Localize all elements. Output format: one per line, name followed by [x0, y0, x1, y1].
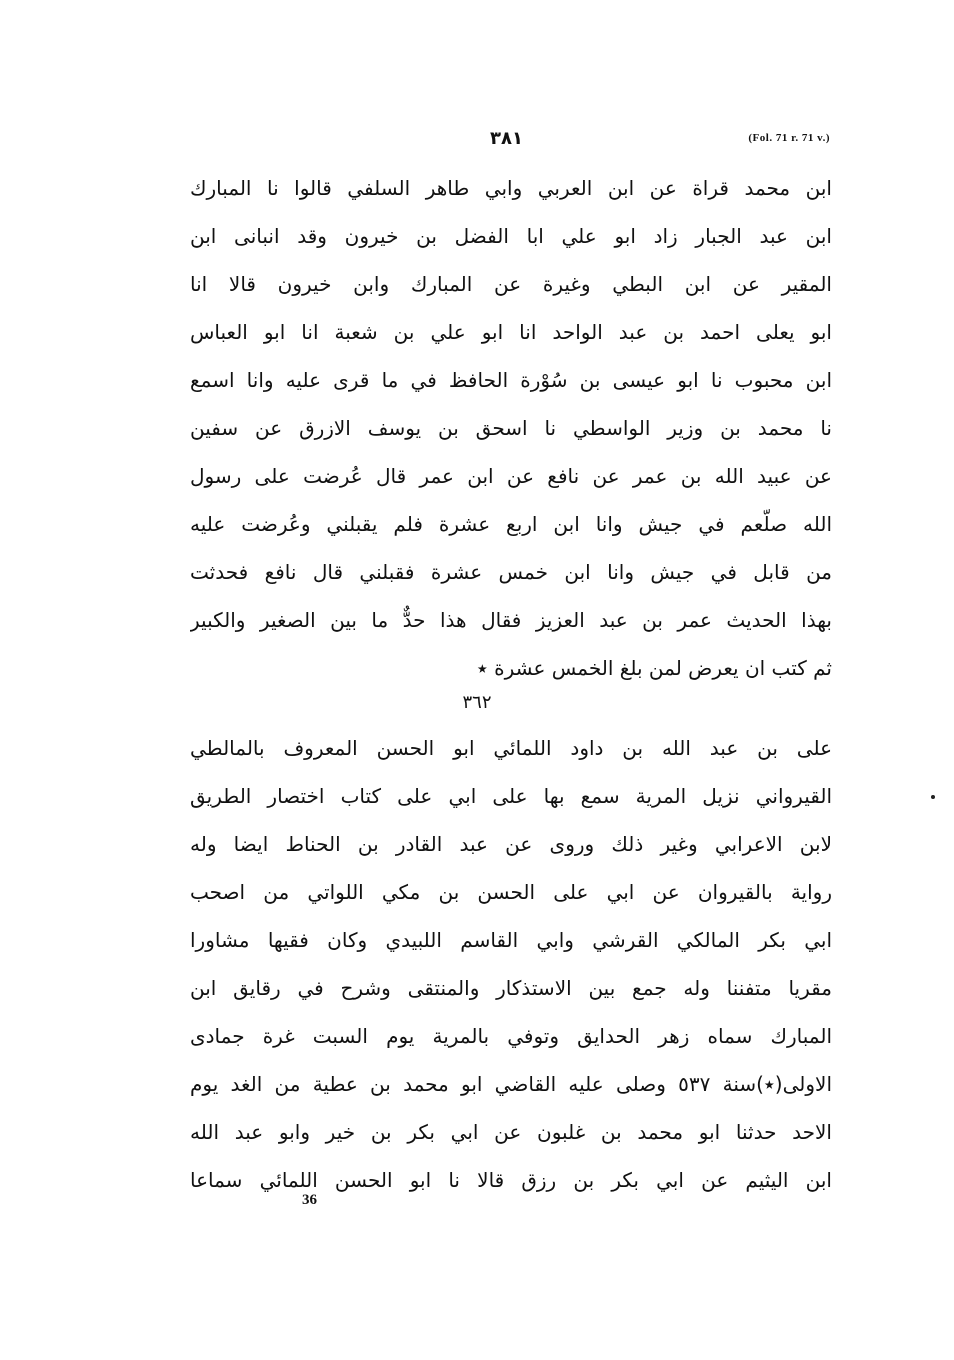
text-block-2: [190, 724, 832, 1204]
text-line: ابن محبوب نا ابو عيسى بن سُوْرة الحافظ في ما قرى عليه وانا اسمع: [190, 368, 832, 392]
text-line: الاحد حدثنا ابو محمد بن غلبون عن ابي بكر بن خير وابو عبد الله: [190, 1120, 832, 1144]
footer-page-number: 36: [302, 1192, 317, 1208]
stray-ink-dot: [931, 795, 935, 799]
text-line: الاولى(٭)سنة ٥٣٧ وصلى عليه القاضي ابو محمد بن عطية من الغد يوم: [190, 1072, 832, 1096]
text-line: المبارك سماه زهر الحدايق وتوفي بالمرية يوم السبت غرة جمادى: [190, 1024, 832, 1048]
text-line: لابن الاعرابي وغير ذلك وروى عن عبد القادر بن الحناط ايضا وله: [190, 832, 832, 856]
text-line: ابن محمد قراة عن ابن العربي وابي طاهر السلفي قالوا نا المبارك: [190, 176, 832, 200]
text-line: عن عبيد الله بن عمر عن نافع عن ابن عمر قال عُرضت على رسول: [190, 464, 832, 488]
text-line: القيرواني نزيل المرية سمع بها على ابي على كتاب اختصار الطريق: [190, 784, 832, 808]
text-line: ابن عبد الجبار زاد ابو علي ابا الفضل بن خيرون وقد انبانى ابن: [190, 224, 832, 248]
page-number-arabic: ٣٨١: [490, 128, 523, 149]
text-line: من قابل في جيش وانا ابن خمس عشرة فقبلني قال نافع فحدثت: [190, 560, 832, 584]
text-line: الله صلّعم في جيش وانا ابن اربع عشرة فلم يقبلني وعُرضت عليه: [190, 512, 832, 536]
text-line: بهذا الحديث عمر بن عبد العزيز فقال هذا حدٌّ ما بين الصغير والكبير: [190, 608, 832, 632]
text-line: ثم كتب ان يعرض لمن بلغ الخمس عشرة ٭: [476, 656, 832, 680]
entry-number: ٣٦٢: [462, 692, 492, 713]
text-line: ابن اليثيم عن ابي بكر بن رزق قالا نا ابو الحسن اللمائي سماعا: [190, 1168, 832, 1192]
text-line: ابي بكر المالكي القرشي وابي القاسم اللبيدي وكان فقيها مشاورا: [190, 928, 832, 952]
text-line: على بن عبد الله بن داود اللمائي ابو الحسن المعروف بالمالطي: [190, 736, 832, 760]
text-block-1: [190, 164, 832, 692]
folio-reference: (Fol. 71 r. 71 v.): [748, 132, 830, 144]
text-line: ابو يعلى احمد بن عبد الواحد انا ابو علي بن شعبة انا ابو العباس: [190, 320, 832, 344]
text-line: المقير عن ابن البطي وغيرة عن المبارك وابن خيرون قالا انا: [190, 272, 832, 296]
page-header: [190, 128, 830, 158]
text-line: رواية بالقيروان عن ابي على الحسن بن مكي اللواتي من اصحب: [190, 880, 832, 904]
text-line: نا محمد بن وزير الواسطي نا اسحق بن يوسف الازرق عن سفين: [190, 416, 832, 440]
text-line: مقريا متفننا وله جمع بين الاستذكار والمنتقى وشرح في رقايق ابن: [190, 976, 832, 1000]
